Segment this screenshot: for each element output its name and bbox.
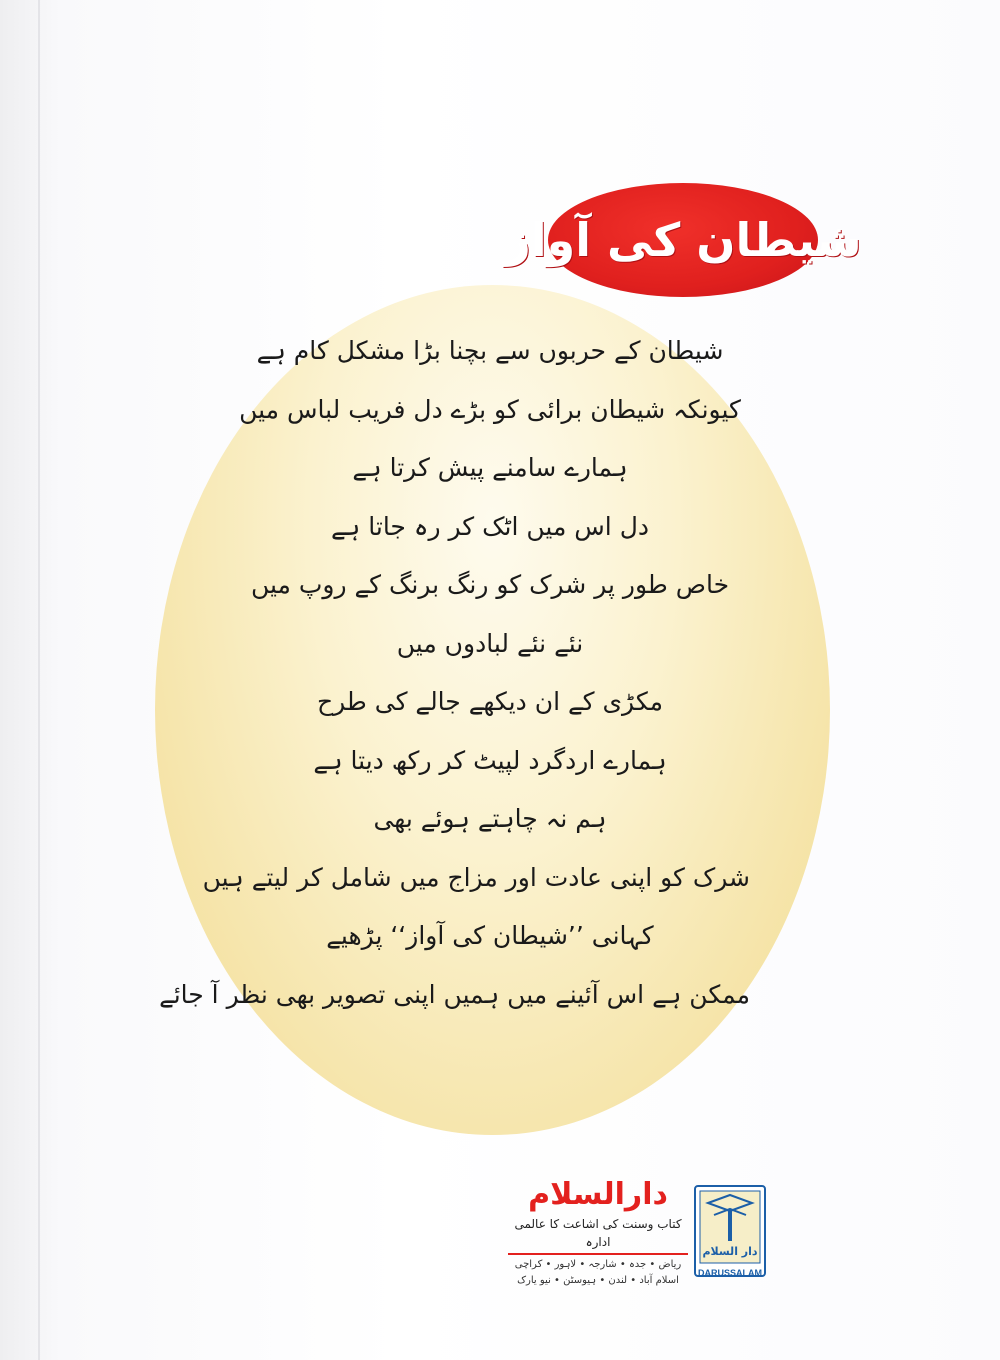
publisher-cities-line-1: ریاض • جدہ • شارجہ • لاہور • کراچی: [514, 1259, 682, 1270]
poem-line: کہانی ’’شیطان کی آواز‘‘ پڑھیے: [326, 921, 654, 950]
poem-line: مکڑی کے ان دیکھے جالے کی طرح: [316, 687, 664, 716]
poem-line: دل اس میں اٹک کر رہ جاتا ہے: [331, 511, 649, 541]
svg-text:دار السلام: دار السلام: [702, 1245, 758, 1258]
poem-line: ہمارے اردگرد لپیٹ کر رکھ دیتا ہے: [313, 745, 667, 775]
darussalam-logo-icon: [694, 1185, 766, 1277]
publisher-divider: [508, 1253, 688, 1255]
poem-line: شرک کو اپنی عادت اور مزاج میں شامل کر لیتے ہیں: [202, 862, 750, 892]
publisher-tagline: کتاب وسنت کی اشاعت کا عالمی ادارہ: [514, 1217, 682, 1249]
logo-wordmark: DARUSSALAM: [698, 1268, 762, 1278]
publisher-cities-line-2: اسلام آباد • لندن • ہیوسٹن • نیو یارک: [517, 1275, 679, 1286]
publisher-name: دارالسلام: [528, 1177, 668, 1212]
poem-line: شیطان کے حربوں سے بچنا بڑا مشکل کام ہے: [256, 336, 724, 365]
publisher-block: [508, 1175, 688, 1286]
poem-text: [159, 322, 750, 1024]
page-title: شیطان کی آواز: [504, 213, 862, 267]
poem-line: خاص طور پر شرک کو رنگ برنگ کے روپ میں: [250, 570, 730, 599]
poem-line: ممکن ہے اس آئینے میں ہمیں اپنی تصویر بھی نظر آ جائے: [159, 979, 750, 1009]
title-badge: [504, 183, 862, 297]
page-spine-edge: [38, 0, 40, 1360]
poem-line: ہم نہ چاہتے ہوئے بھی: [373, 804, 607, 833]
poem-line: ہمارے سامنے پیش کرتا ہے: [352, 453, 628, 482]
poem-line: کیونکہ شیطان برائی کو بڑے دل فریب لباس میں: [239, 394, 741, 424]
poem-line: نئے نئے لبادوں میں: [396, 628, 584, 658]
